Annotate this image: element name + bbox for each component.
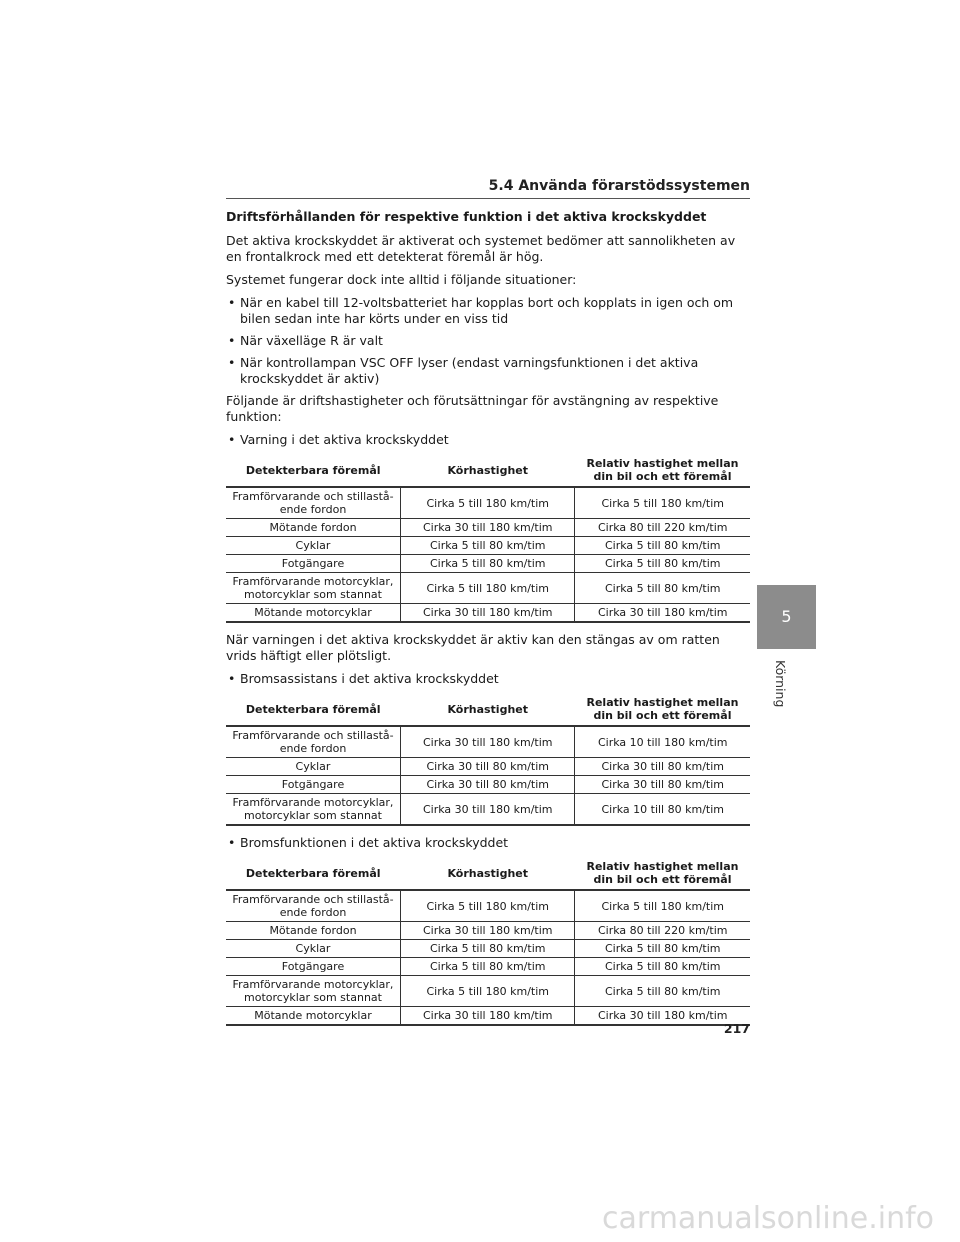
table-cell: Mötande fordon — [269, 521, 357, 534]
table-cell: Cirka 30 till 80 km/tim — [575, 758, 750, 776]
table-cell: Cirka 5 till 80 km/tim — [575, 537, 750, 555]
table-row — [226, 758, 750, 776]
table-cell: Cirka 5 till 80 km/tim — [400, 555, 574, 573]
limitation-item: • När kontrollampan VSC OFF lyser (endast varningsfunktionen i det aktiva krockskyddet är aktiv) — [226, 355, 750, 387]
column-header: Relativ hastighet mellan din bil och ett föremål — [586, 696, 739, 722]
column-header: Körhastighet — [447, 463, 529, 477]
chapter-tab-label: Körning — [773, 660, 788, 708]
chapter-tab: 5 — [757, 585, 816, 649]
table-cell: Framförvarande och stillastå-ende fordon — [232, 893, 394, 919]
assist-title: • Bromsassistans i det aktiva krockskyddet — [226, 671, 750, 687]
table-row — [226, 958, 750, 976]
table-cell: Cirka 30 till 180 km/tim — [575, 1007, 750, 1026]
table-cell: Cirka 30 till 180 km/tim — [400, 1007, 574, 1026]
table-cell: Framförvarande motorcyklar, motorcyklar som stannat — [232, 575, 394, 601]
table-cell: Cirka 30 till 180 km/tim — [400, 519, 574, 537]
table-cell: Cirka 5 till 80 km/tim — [575, 573, 750, 604]
table-cell: Cyklar — [295, 942, 331, 955]
table-row — [226, 604, 750, 623]
table-cell: Cirka 5 till 80 km/tim — [400, 940, 574, 958]
column-header: Körhastighet — [447, 702, 529, 716]
limitation-item: • När en kabel till 12-voltsbatteriet har kopplas bort och kopplats in igen och om bilen sedan inte har körts under en viss tid — [226, 295, 750, 327]
table-cell: Mötande fordon — [269, 924, 357, 937]
table-cell: Mötande motorcyklar — [254, 606, 372, 619]
intro-paragraph: Det aktiva krockskyddet är aktiverat och systemet bedömer att sannolikheten av en frontalkrock med ett detekterat föremål är hög. — [226, 233, 736, 264]
table-cell: Fotgängare — [281, 960, 345, 973]
table-cell: Cirka 5 till 180 km/tim — [575, 487, 750, 519]
table-header-row — [226, 693, 750, 726]
table-cell: Cirka 10 till 80 km/tim — [575, 794, 750, 826]
limitation-intro: Systemet fungerar dock inte alltid i följande situationer: — [226, 272, 577, 287]
table-cell: Framförvarande och stillastå-ende fordon — [232, 729, 394, 755]
table-cell: Cirka 30 till 180 km/tim — [575, 604, 750, 623]
table-cell: Cirka 5 till 180 km/tim — [400, 976, 574, 1007]
table-cell: Cirka 30 till 80 km/tim — [400, 776, 574, 794]
table-cell: Framförvarande motorcyklar, motorcyklar som stannat — [232, 796, 394, 822]
table-cell: Cirka 10 till 180 km/tim — [575, 726, 750, 758]
assist-table — [226, 693, 750, 826]
table-cell: Cirka 5 till 80 km/tim — [575, 958, 750, 976]
table-cell: Cyklar — [295, 760, 331, 773]
table-cell: Fotgängare — [281, 557, 345, 570]
table-cell: Cirka 30 till 180 km/tim — [400, 726, 574, 758]
warning-title: • Varning i det aktiva krockskyddet — [226, 432, 750, 448]
column-header: Detekterbara föremål — [245, 866, 381, 880]
column-header: Detekterbara föremål — [245, 463, 381, 477]
warning-note: När varningen i det aktiva krockskyddet är aktiv kan den stängas av om ratten vrids häftigt eller plötsligt. — [226, 632, 720, 663]
table-cell: Cirka 30 till 180 km/tim — [400, 604, 574, 623]
table-row — [226, 776, 750, 794]
table-cell: Cirka 30 till 80 km/tim — [575, 776, 750, 794]
table-row — [226, 1007, 750, 1026]
warning-table — [226, 454, 750, 623]
table-cell: Cirka 5 till 180 km/tim — [400, 890, 574, 922]
table-row — [226, 922, 750, 940]
page-content — [226, 209, 750, 1035]
table-header-row — [226, 857, 750, 890]
table-cell: Fotgängare — [281, 778, 345, 791]
table-row — [226, 940, 750, 958]
column-header: Relativ hastighet mellan din bil och ett föremål — [586, 860, 739, 886]
table-cell: Cyklar — [295, 539, 331, 552]
section-heading: Driftsförhållanden för respektive funktion i det aktiva krockskyddet — [226, 209, 707, 224]
section-header: 5.4 Använda förarstödssystemen — [226, 178, 750, 199]
limitation-item: • När växelläge R är valt — [226, 333, 750, 349]
watermark: carmanualsonline.info — [602, 1201, 934, 1236]
table-cell: Cirka 5 till 80 km/tim — [400, 958, 574, 976]
table-cell: Cirka 5 till 80 km/tim — [400, 537, 574, 555]
table-cell: Cirka 5 till 80 km/tim — [575, 976, 750, 1007]
table-cell: Framförvarande och stillastå-ende fordon — [232, 490, 394, 516]
table-cell: Mötande motorcyklar — [254, 1009, 372, 1022]
table-cell: Cirka 5 till 80 km/tim — [575, 555, 750, 573]
table-cell: Cirka 5 till 180 km/tim — [400, 573, 574, 604]
table-cell: Cirka 5 till 180 km/tim — [575, 890, 750, 922]
speeds-intro: Följande är driftshastigheter och förutsättningar för avstängning av respektive funktion: — [226, 393, 719, 424]
table-cell: Cirka 30 till 180 km/tim — [400, 922, 574, 940]
table-row — [226, 573, 750, 604]
table-cell: Cirka 80 till 220 km/tim — [575, 519, 750, 537]
table-row — [226, 794, 750, 826]
braking-title: • Bromsfunktionen i det aktiva krockskyddet — [226, 835, 750, 851]
table-header-row — [226, 454, 750, 487]
table-cell: Cirka 30 till 80 km/tim — [400, 758, 574, 776]
column-header: Relativ hastighet mellan din bil och ett föremål — [586, 457, 739, 483]
table-row — [226, 726, 750, 758]
column-header: Detekterbara föremål — [245, 702, 381, 716]
column-header: Körhastighet — [447, 866, 529, 880]
table-row — [226, 890, 750, 922]
table-cell: Cirka 5 till 180 km/tim — [400, 487, 574, 519]
table-row — [226, 976, 750, 1007]
table-cell: Cirka 5 till 80 km/tim — [575, 940, 750, 958]
table-row — [226, 487, 750, 519]
page-number: 217 — [723, 1021, 750, 1036]
table-row — [226, 537, 750, 555]
table-cell: Cirka 80 till 220 km/tim — [575, 922, 750, 940]
table-row — [226, 519, 750, 537]
table-row — [226, 555, 750, 573]
table-cell: Framförvarande motorcyklar, motorcyklar som stannat — [232, 978, 394, 1004]
table-cell: Cirka 30 till 180 km/tim — [400, 794, 574, 826]
braking-table — [226, 857, 750, 1026]
